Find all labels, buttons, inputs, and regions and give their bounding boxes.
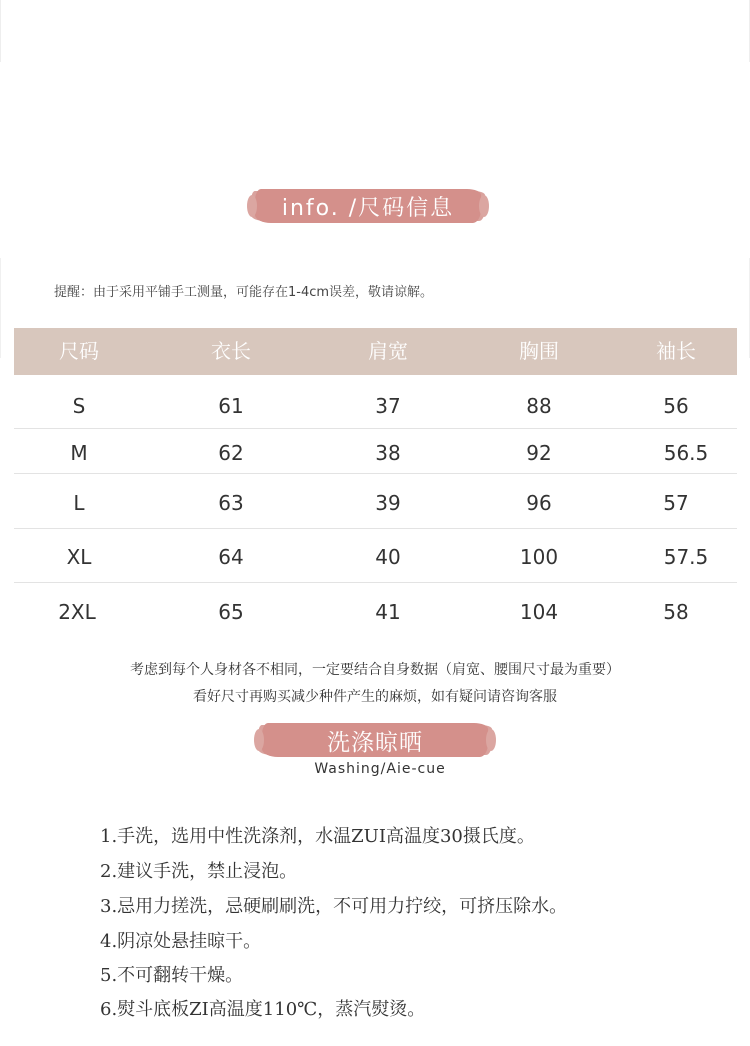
cell-length: 65 bbox=[218, 600, 244, 624]
cell-sleeve: 57 bbox=[663, 491, 689, 515]
cell-chest: 92 bbox=[526, 441, 552, 465]
row-divider bbox=[14, 582, 737, 583]
cell-length: 61 bbox=[218, 394, 244, 418]
wash-banner bbox=[262, 723, 488, 757]
wash-banner-text: 洗涤晾晒 bbox=[327, 729, 423, 756]
header-sleeve: 袖长 bbox=[656, 339, 696, 363]
care-item: 2.建议手洗，禁止浸泡。 bbox=[100, 861, 298, 882]
size-table-header bbox=[14, 328, 737, 375]
cell-size: S bbox=[72, 394, 86, 418]
cell-size: M bbox=[70, 441, 88, 465]
cell-size: XL bbox=[66, 545, 92, 569]
cell-sleeve: 58 bbox=[663, 600, 689, 624]
cell-length: 64 bbox=[218, 545, 244, 569]
row-divider bbox=[14, 473, 737, 474]
size-table bbox=[14, 328, 737, 624]
care-item: 6.熨斗底板ZI高温度110℃，蒸汽熨烫。 bbox=[100, 999, 426, 1020]
info-banner-text: info. /尺码信息 bbox=[281, 195, 455, 221]
cell-shoulder: 41 bbox=[375, 600, 401, 624]
cell-shoulder: 38 bbox=[375, 441, 401, 465]
cell-sleeve: 57.5 bbox=[663, 545, 709, 569]
care-item: 4.阴凉处悬挂晾干。 bbox=[100, 931, 262, 952]
cell-sleeve: 56.5 bbox=[663, 441, 709, 465]
cell-size: 2XL bbox=[58, 600, 96, 624]
cell-shoulder: 39 bbox=[375, 491, 401, 515]
top-frame bbox=[0, 0, 750, 62]
cell-chest: 96 bbox=[526, 491, 552, 515]
cell-length: 63 bbox=[218, 491, 244, 515]
care-item: 3.忌用力搓洗，忌硬刷刷洗，不可用力拧绞，可挤压除水。 bbox=[100, 896, 568, 917]
header-shoulder: 肩宽 bbox=[368, 339, 408, 363]
cell-shoulder: 40 bbox=[375, 545, 401, 569]
tip-line: 考虑到每个人身材各不相同，一定要结合自身数据（肩宽、腰围尺寸最为重要） bbox=[130, 662, 620, 678]
header-length: 衣长 bbox=[211, 339, 251, 363]
cell-length: 62 bbox=[218, 441, 244, 465]
tip-line: 看好尺寸再购买减少种件产生的麻烦，如有疑问请咨询客服 bbox=[193, 689, 557, 705]
wash-subtitle: Washing/Aie-cue bbox=[314, 761, 446, 777]
care-item: 5.不可翻转干燥。 bbox=[100, 965, 244, 986]
measure-note: 提醒：由于采用平铺手工测量，可能存在1-4cm误差，敬请谅解。 bbox=[54, 285, 434, 300]
cell-shoulder: 37 bbox=[375, 394, 401, 418]
cell-chest: 88 bbox=[526, 394, 552, 418]
header-chest: 胸围 bbox=[519, 339, 559, 363]
care-item: 1.手洗，选用中性洗涤剂，水温ZUI高温度30摄氏度。 bbox=[100, 826, 535, 847]
header-size: 尺码 bbox=[59, 339, 99, 363]
cell-size: L bbox=[73, 491, 85, 515]
row-divider bbox=[14, 528, 737, 529]
cell-chest: 104 bbox=[519, 600, 559, 624]
info-banner bbox=[255, 189, 481, 223]
cell-sleeve: 56 bbox=[663, 394, 689, 418]
row-divider bbox=[14, 428, 737, 429]
cell-chest: 100 bbox=[519, 545, 559, 569]
